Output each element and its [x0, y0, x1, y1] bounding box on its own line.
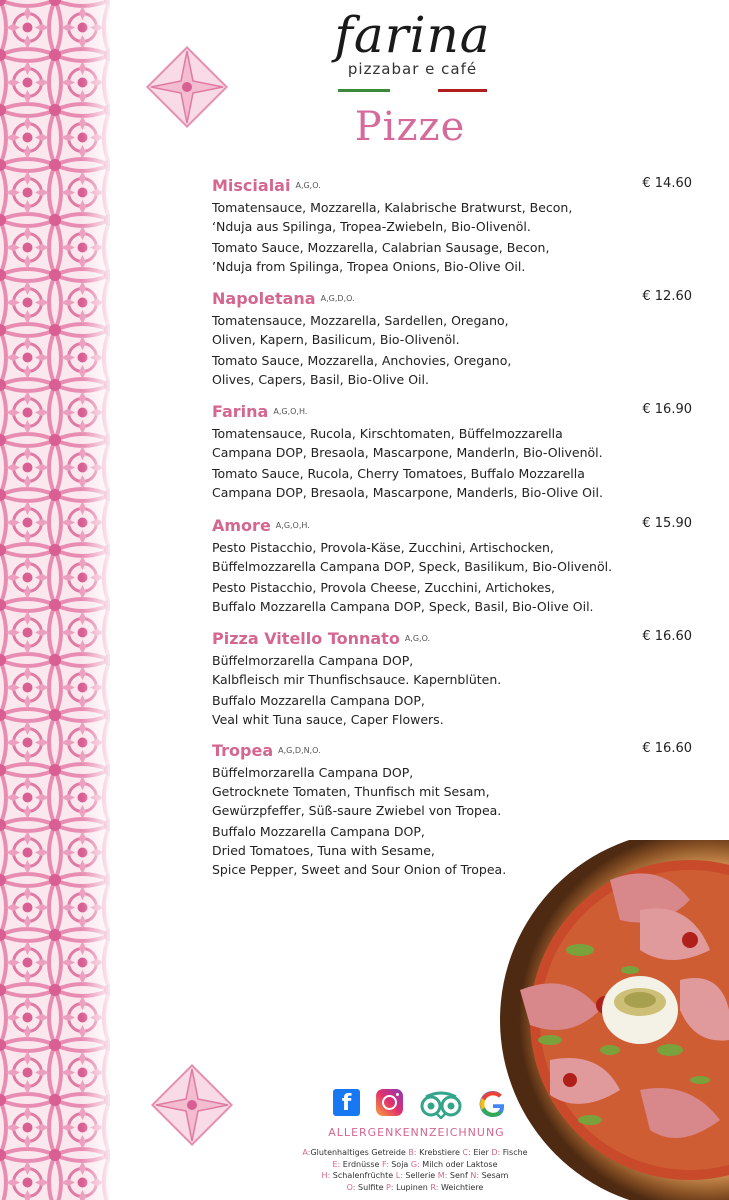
instagram-lens: [382, 1095, 397, 1110]
allergen-code: B:: [408, 1148, 417, 1157]
item-allergens: A,G,O.: [295, 181, 321, 190]
google-icon[interactable]: [478, 1089, 508, 1119]
item-description-de: Tomatensauce, Mozzarella, Sardellen, Oregano, Oliven, Kapern, Basilicum, Bio-Olivenöl.: [212, 313, 509, 347]
item-description-en: Tomato Sauce, Mozzarella, Anchovies, Oregano, Olives, Capers, Basil, Bio-Olive Oil.: [212, 353, 512, 387]
item-description-de: Tomatensauce, Mozzarella, Kalabrische Bratwurst, Becon, ‘Nduja aus Spilinga, Tropea-Zwiebeln, Bio-Olivenöl.: [212, 200, 573, 234]
item-description-en: Buffalo Mozzarella Campana DOP, Veal whit Tuna sauce, Caper Flowers.: [212, 693, 444, 727]
item-description-de: Büffelmorzarella Campana DOP, Kalbfleisch mir Thunfischsauce. Kapernblüten.: [212, 653, 502, 687]
flag-stripe-red: [438, 89, 487, 92]
allergen-label: Glutenhaltiges Getreide: [310, 1148, 409, 1157]
menu-item: [212, 176, 692, 276]
allergen-code: P:: [386, 1182, 394, 1192]
allergen-label: Milch oder Laktose: [419, 1159, 498, 1169]
allergen-label: Sellerie: [402, 1171, 438, 1180]
allergen-legend: [280, 1147, 550, 1193]
item-allergens: A,G,D,O.: [320, 294, 355, 303]
item-description-de: Pesto Pistacchio, Provola-Käse, Zucchini, Artischocken, Büffelmozzarella Campana DOP, Speck, Basilikum, Bio-Olivenöl.: [212, 540, 613, 574]
allergen-label: Krebstiere: [416, 1148, 463, 1157]
allergen-code: L:: [395, 1171, 403, 1180]
item-name: Miscialai: [212, 176, 291, 195]
item-description-de: Büffelmorzarella Campana DOP, Getrocknete Tomaten, Thunfisch mit Sesam, Gewürzpfeffer, Süß-saure Zwiebel von Tropea.: [212, 765, 502, 818]
allergen-code: G:: [410, 1159, 420, 1169]
item-description-en: Pesto Pistacchio, Provola Cheese, Zucchini, Artichokes, Buffalo Mozzarella Campana DOP, Speck, Basil, Bio-Olive Oil.: [212, 580, 594, 614]
brand-subtitle: pizzabar e café: [347, 60, 478, 78]
allergen-label: Lupinen: [393, 1182, 431, 1192]
allergen-label: Fische: [500, 1148, 528, 1157]
item-price: € 16.60: [642, 741, 692, 756]
item-price: € 15.90: [642, 516, 692, 531]
allergen-label: Schalenfrüchte: [330, 1171, 396, 1180]
flag-stripe-green: [338, 89, 390, 92]
allergen-line: [280, 1159, 550, 1171]
allergen-code: D:: [491, 1148, 501, 1157]
menu-item: [212, 402, 692, 502]
section-title: Pizze: [354, 104, 466, 150]
item-name: Tropea: [212, 741, 274, 760]
allergen-title: ALLERGENKENNZEICHNUNG: [328, 1126, 505, 1139]
item-allergens: A,G,O,H.: [273, 407, 308, 416]
allergen-code: O:: [346, 1182, 356, 1192]
item-price: € 16.60: [642, 629, 692, 644]
allergen-code: R:: [430, 1182, 439, 1192]
item-allergens: A,G,D,N,O.: [278, 746, 321, 755]
item-description-en: Tomato Sauce, Mozzarella, Calabrian Sausage, Becon, ’Nduja from Spilinga, Tropea Onions, Bio-Olive Oil.: [212, 240, 550, 274]
brand-name: farina: [334, 6, 491, 64]
allergen-label: Weichtiere: [438, 1182, 484, 1192]
item-allergens: A,G,O,H.: [275, 521, 310, 530]
allergen-code: A:: [302, 1148, 311, 1157]
decorative-star-icon: [150, 1063, 234, 1147]
allergen-label: Eier: [470, 1148, 492, 1157]
allergen-line: [280, 1147, 550, 1159]
item-description-en: Buffalo Mozzarella Campana DOP, Dried Tomatoes, Tuna with Sesame, Spice Pepper, Sweet and Sour Onion of Tropea.: [212, 824, 507, 877]
decorative-star-icon: [145, 45, 229, 129]
item-description-de: Tomatensauce, Rucola, Kirschtomaten, Büffelmozzarella Campana DOP, Bresaola, Mascarpone, Manderln, Bio-Olivenöl.: [212, 426, 603, 460]
allergen-code: C:: [462, 1148, 471, 1157]
item-description-en: Tomato Sauce, Rucola, Cherry Tomatoes, Buffalo Mozzarella Campana DOP, Bresaola, Mascarpone, Manderls, Bio-Olive Oil.: [212, 466, 603, 500]
menu-item: [212, 516, 692, 616]
instagram-dot: [396, 1093, 399, 1096]
allergen-label: Soja: [388, 1159, 411, 1169]
item-allergens: A,G,O.: [404, 634, 431, 643]
pizza-illustration: [490, 840, 729, 1200]
decorative-tile-strip: [0, 0, 110, 1200]
item-price: € 14.60: [642, 176, 692, 191]
allergen-code: F:: [381, 1159, 389, 1169]
facebook-icon[interactable]: f: [333, 1089, 360, 1116]
tile-pattern: [0, 0, 110, 1200]
allergen-label: Sesam: [479, 1171, 509, 1180]
instagram-icon[interactable]: [376, 1089, 403, 1116]
item-name: Amore: [212, 516, 271, 535]
item-name: Farina: [212, 402, 269, 421]
menu-item: [212, 289, 692, 389]
tripadvisor-icon[interactable]: [418, 1089, 464, 1119]
allergen-label: Senf: [447, 1171, 471, 1180]
item-price: € 16.90: [642, 402, 692, 417]
item-name: Pizza Vitello Tonnato: [212, 629, 400, 648]
item-name: Napoletana: [212, 289, 316, 308]
allergen-label: Sulfite: [355, 1182, 387, 1192]
pizza-photo: [490, 840, 729, 1200]
brand-logo: [300, 8, 525, 78]
allergen-code: E:: [332, 1159, 341, 1169]
allergen-code: N:: [470, 1171, 480, 1180]
allergen-code: M:: [437, 1171, 448, 1180]
menu-item: [212, 629, 692, 729]
allergen-code: H:: [321, 1171, 331, 1180]
item-price: € 12.60: [642, 289, 692, 304]
allergen-label: Erdnüsse: [340, 1159, 382, 1169]
allergen-line: [280, 1170, 550, 1182]
allergen-line: [280, 1182, 550, 1194]
